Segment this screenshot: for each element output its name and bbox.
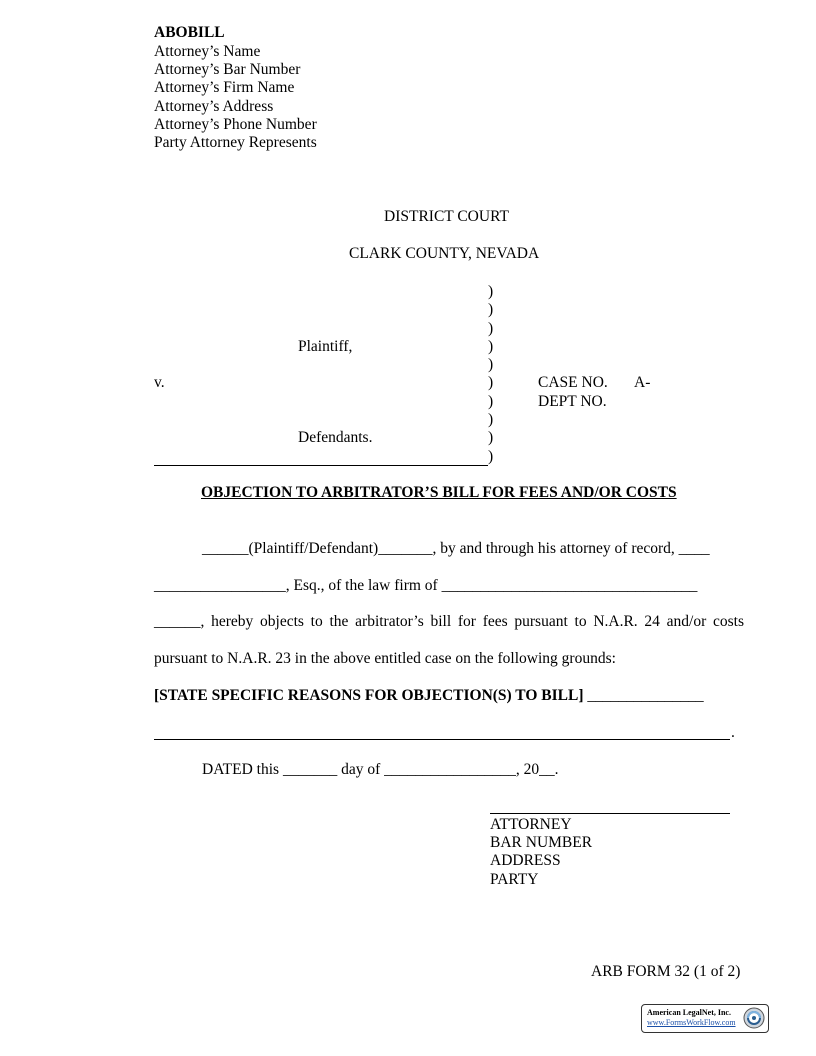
caption-paren: )	[488, 448, 494, 465]
reasons-end-period: .	[731, 724, 735, 741]
logo-company: American LegalNet, Inc.	[647, 1008, 731, 1017]
body-line-1	[202, 540, 710, 558]
body-line-2-text: , Esq., of the law firm of	[285, 577, 442, 594]
form-code: ABOBILL	[154, 24, 225, 41]
attorney-phone: Attorney’s Phone Number	[154, 116, 317, 133]
party-placeholder: ______(Plaintiff/Defendant)_______	[202, 540, 433, 557]
signature-bar-number: BAR NUMBER	[490, 834, 593, 851]
body-line-3: ______, hereby objects to the arbitrator’s bill for fees pursuant to N.A.R. 24 and/or costs	[154, 613, 744, 630]
caption-paren: )	[488, 338, 494, 355]
signature-address: ADDRESS	[490, 852, 561, 869]
defendants-label: Defendants.	[298, 429, 373, 446]
court-name: DISTRICT COURT	[384, 208, 509, 225]
caption-paren: )	[488, 429, 494, 446]
caption-paren: )	[488, 411, 494, 428]
attorney-name: Attorney’s Name	[154, 43, 261, 60]
caption-paren: )	[488, 356, 494, 373]
attorney-blank: _________________	[154, 577, 286, 594]
body-line-1-text: , by and through his attorney of record, ____	[432, 540, 710, 557]
signature-attorney: ATTORNEY	[490, 816, 572, 833]
plaintiff-label: Plaintiff,	[298, 338, 353, 355]
reasons-blank-line	[154, 739, 730, 740]
reasons-label: [STATE SPECIFIC REASONS FOR OBJECTION(S) TO BILL]	[154, 687, 584, 704]
dept-no-label: DEPT NO.	[538, 393, 607, 410]
case-no-prefix: A-	[634, 374, 651, 391]
legalnet-logo[interactable]	[641, 1004, 769, 1033]
reasons-line	[154, 687, 704, 705]
attorney-bar-number: Attorney’s Bar Number	[154, 61, 301, 78]
signature-line	[490, 813, 730, 814]
dated-line: DATED this _______ day of _________________, 20__.	[202, 761, 559, 778]
caption-paren: )	[488, 374, 494, 391]
caption-paren: )	[488, 283, 494, 300]
caption-paren: )	[488, 301, 494, 318]
versus-label: v.	[154, 374, 165, 391]
firm-blank: _________________________________	[441, 577, 698, 594]
logo-url[interactable]: www.FormsWorkFlow.com	[647, 1018, 736, 1027]
body-line-2	[154, 577, 697, 595]
globe-icon	[743, 1007, 765, 1029]
attorney-address: Attorney’s Address	[154, 98, 274, 115]
document-title: OBJECTION TO ARBITRATOR’S BILL FOR FEES AND/OR COSTS	[201, 484, 677, 501]
party-represented: Party Attorney Represents	[154, 134, 317, 151]
body-line-4: pursuant to N.A.R. 23 in the above entitled case on the following grounds:	[154, 650, 616, 667]
form-label: ARB FORM 32 (1 of 2)	[591, 963, 741, 980]
case-no-label: CASE NO.	[538, 374, 608, 391]
signature-party: PARTY	[490, 871, 539, 888]
attorney-firm-name: Attorney’s Firm Name	[154, 79, 295, 96]
caption-paren: )	[488, 393, 494, 410]
reasons-blank: _______________	[583, 687, 704, 704]
caption-paren: )	[488, 320, 494, 337]
court-county: CLARK COUNTY, NEVADA	[349, 245, 540, 262]
caption-underline	[154, 465, 488, 466]
